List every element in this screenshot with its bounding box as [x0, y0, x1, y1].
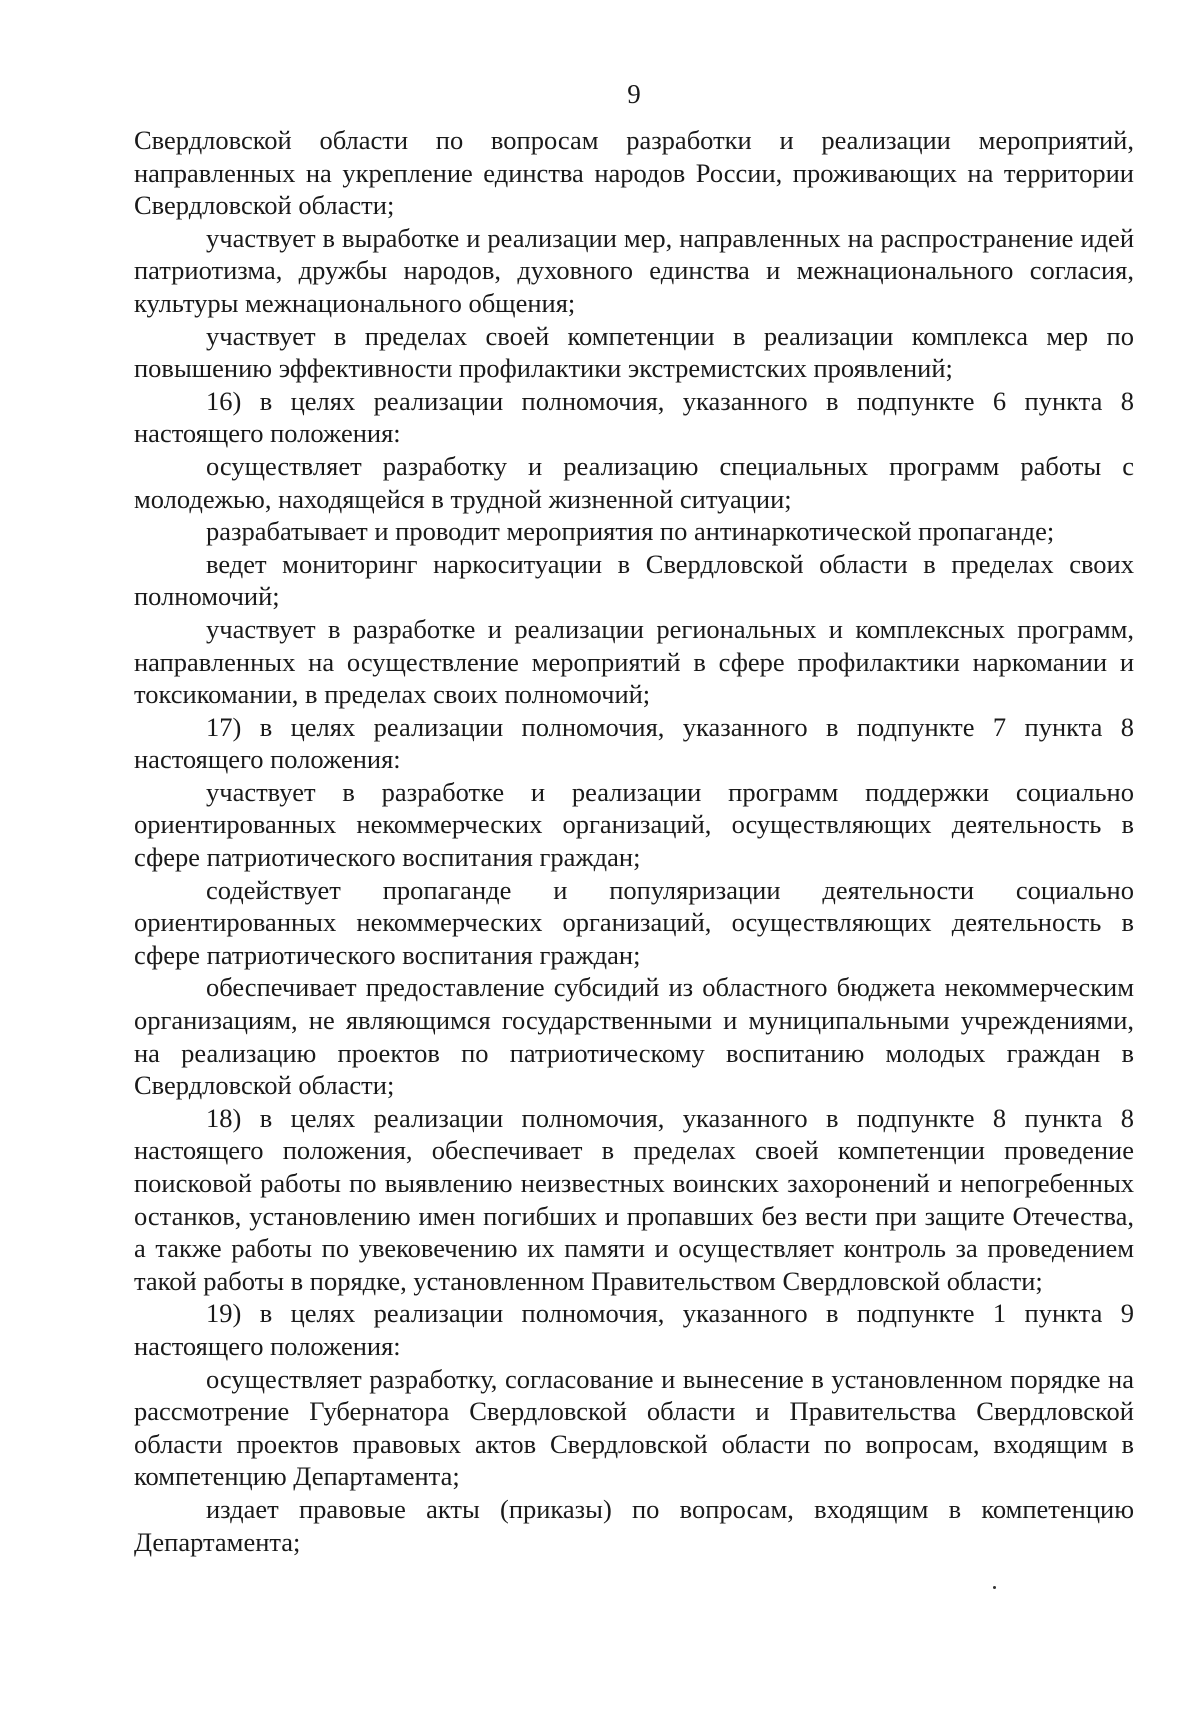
paragraph: обеспечивает предоставление субсидий из областного бюджета некоммерческим организациям, не являющимся государственными и муниципальными учреждениями, на реализацию проектов по патриотическому воспитанию молодых граждан в Свердловской области;	[134, 972, 1134, 1101]
paragraph: участвует в разработке и реализации региональных и комплексных программ, направленных на осуществление мероприятий в сфере профилактики наркомании и токсикомании, в пределах своих полномочий;	[134, 613, 1134, 710]
document-body	[134, 124, 1134, 1558]
paragraph-item-17: 17) в целях реализации полномочия, указанного в подпункте 7 пункта 8 настоящего положения:	[134, 711, 1134, 775]
page-number: 9	[627, 79, 641, 109]
paragraph: ведет мониторинг наркоситуации в Свердловской области в пределах своих полномочий;	[134, 548, 1134, 612]
paragraph: разрабатывает и проводит мероприятия по антинаркотической пропаганде;	[206, 516, 1055, 547]
paragraph: осуществляет разработку и реализацию специальных программ работы с молодежью, находящейся в трудной жизненной ситуации;	[134, 450, 1134, 514]
paragraph: содействует пропаганде и популяризации деятельности социально ориентированных некоммерческих организаций, осуществляющих деятельность в сфере патриотического воспитания граждан;	[134, 874, 1134, 970]
paragraph: Свердловской области по вопросам разработки и реализации мероприятий, направленных на укрепление единства народов России, проживающих на территории Свердловской области;	[134, 125, 1134, 221]
scan-dot-mark	[993, 1586, 996, 1589]
paragraph-item-16: 16) в целях реализации полномочия, указанного в подпункте 6 пункта 8 настоящего положения:	[134, 385, 1134, 449]
paragraph-item-19: 19) в целях реализации полномочия, указанного в подпункте 1 пункта 9 настоящего положения:	[134, 1298, 1134, 1361]
paragraph: участвует в пределах своей компетенции в реализации комплекса мер по повышению эффективности профилактики экстремистских проявлений;	[134, 320, 1134, 384]
paragraph-item-18: 18) в целях реализации полномочия, указанного в подпункте 8 пункта 8 настоящего положения, обеспечивает в пределах своей компетенции проведение поисковой работы по выявлению неизвестных воинских захоронений и непогребенных останков, установлению имен погибших и пропавших без вести при защите Отечества, а также работы по увековечению их памяти и осуществляет контроль за проведением такой работы в порядке, установленном Правительством Свердловской области;	[134, 1102, 1134, 1296]
paragraph: осуществляет разработку, согласование и вынесение в установленном порядке на рассмотрение Губернатора Свердловской области и Правительства Свердловской области проектов правовых актов Свердловской области по вопросам, входящим в компетенцию Департамента;	[134, 1363, 1134, 1492]
paragraph: участвует в разработке и реализации программ поддержки социально ориентированных некоммерческих организаций, осуществляющих деятельность в сфере патриотического воспитания граждан;	[134, 776, 1134, 873]
paragraph: издает правовые акты (приказы) по вопросам, входящим в компетенцию Департамента;	[134, 1493, 1134, 1557]
paragraph: участвует в выработке и реализации мер, направленных на распространение идей патриотизма, дружбы народов, духовного единства и межнационального согласия, культуры межнационального общения;	[134, 222, 1134, 318]
